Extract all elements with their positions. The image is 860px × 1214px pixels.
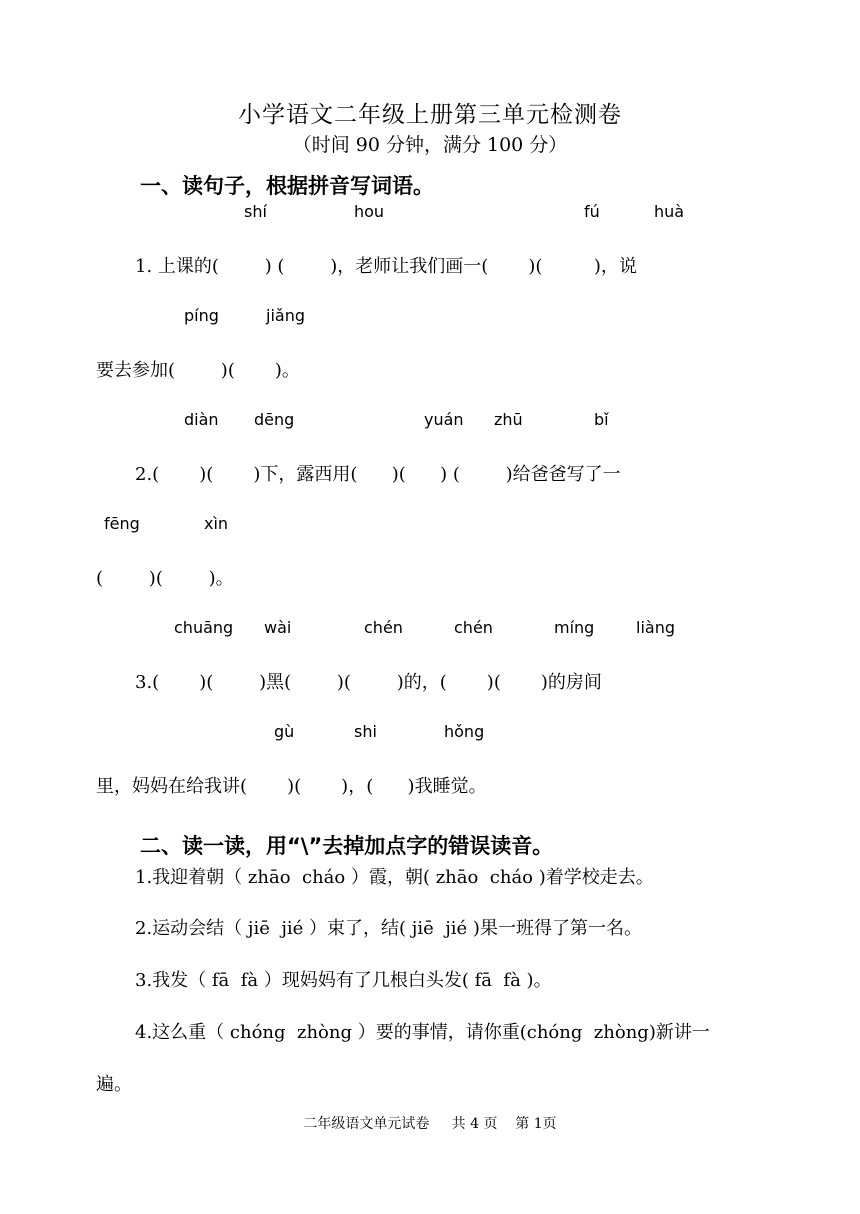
pinyin: dēng xyxy=(254,410,295,429)
pinyin: hou xyxy=(354,202,385,221)
pinyin: chuāng xyxy=(174,618,234,637)
pinyin: chén xyxy=(454,618,493,637)
section2-item: 3.我发（ fā fà ）现妈妈有了几根白头发( fā fà )。 xyxy=(135,970,552,991)
pinyin: fú xyxy=(584,202,600,221)
pinyin: huà xyxy=(654,202,685,221)
pinyin: hǒng xyxy=(444,722,485,741)
question-3-line-a: 3.( )( )黑( )( )的，( )( )的房间 xyxy=(135,672,602,693)
question-1-line-b: 要去参加( )( )。 xyxy=(96,360,300,381)
pinyin: yuán xyxy=(424,410,464,429)
pinyin: bǐ xyxy=(594,410,609,429)
section2-item: 1.我迎着朝（ zhāo cháo ）霞，朝( zhāo cháo )着学校走去。 xyxy=(135,867,654,888)
pinyin: diàn xyxy=(184,410,219,429)
pinyin: zhū xyxy=(494,410,523,429)
pinyin: chén xyxy=(364,618,403,637)
pinyin: gù xyxy=(274,722,295,741)
question-2-line-b: ( )( )。 xyxy=(96,568,234,589)
question-3-line-b: 里，妈妈在给我讲( )( )，( )我睡觉。 xyxy=(96,776,487,797)
pinyin: míng xyxy=(554,618,595,637)
pinyin: shí xyxy=(244,202,267,221)
page-footer: 二年级语文单元试卷 共 4 页 第 1页 xyxy=(303,1116,557,1132)
section2-item: 4.这么重（ chóng zhòng ）要的事情，请你重(chóng zhòng)新讲一 xyxy=(135,1022,710,1043)
pinyin: wài xyxy=(264,618,292,637)
pinyin: píng xyxy=(184,306,219,325)
question-1-line-a: 1. 上课的( ) ( )，老师让我们画一( )( )，说 xyxy=(135,256,637,277)
section2-item: 2.运动会结（ jiē jié ）束了，结( jiē jié )果一班得了第一名。 xyxy=(135,918,642,939)
pinyin: xìn xyxy=(204,514,229,533)
pinyin: fēng xyxy=(104,514,140,533)
section2-heading: 二、读一读，用“\”去掉加点字的错误读音。 xyxy=(140,834,554,858)
section2-item-continuation: 遍。 xyxy=(96,1074,132,1095)
section1-heading: 一、读句子，根据拼音写词语。 xyxy=(140,174,434,198)
question-2-line-a: 2.( )( )下，露西用( )( ) ( )给爸爸写了一 xyxy=(135,464,621,485)
pinyin: jiǎng xyxy=(266,306,305,325)
page-subtitle: （时间 90 分钟，满分 100 分） xyxy=(292,134,568,156)
pinyin: shi xyxy=(354,722,377,741)
page-title: 小学语文二年级上册第三单元检测卷 xyxy=(238,102,622,128)
pinyin: liàng xyxy=(636,618,675,637)
